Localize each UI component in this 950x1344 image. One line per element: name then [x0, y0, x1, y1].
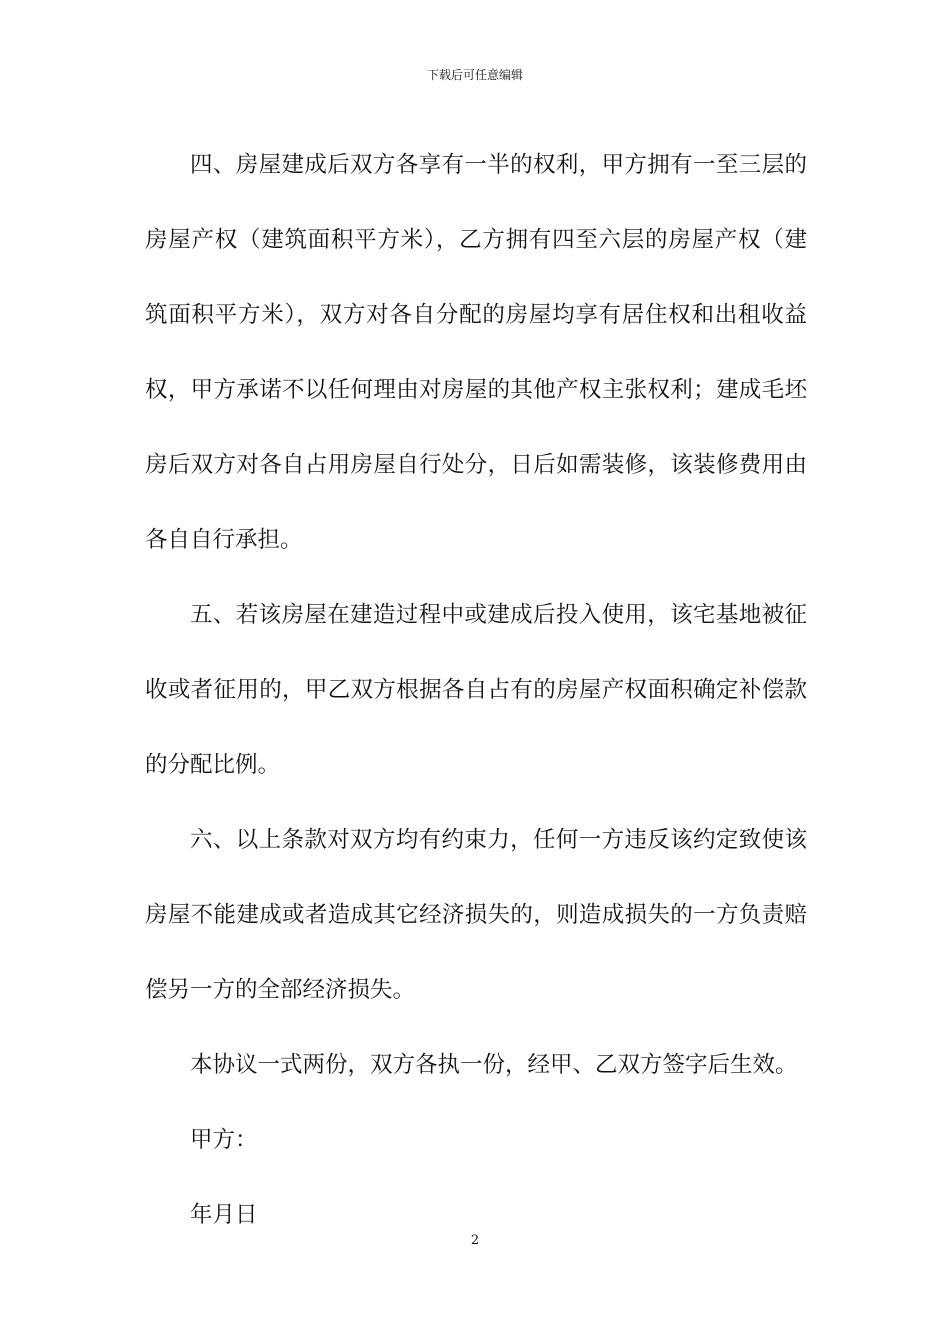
date-line: 年月日 [190, 1202, 258, 1228]
clause-six: 六、以上条款对双方均有约束力，任何一方违反该约定致使该房屋不能建成或者造成其它经济损失的，则造成损失的一方负责赔偿另一方的全部经济损失。 [145, 827, 807, 1003]
header-note: 下载后可任意编辑 [426, 68, 523, 82]
clause-four: 四、房屋建成后双方各享有一半的权利，甲方拥有一至三层的房屋产权（建筑面积平方米），乙方拥有四至六层的房屋产权（建筑面积平方米），双方对各自分配的房屋均享有居住权和出租收益权，甲方承诺不以任何理由对房屋的其他产权主张权利；建成毛坯房后双方对各自占用房屋自行处分，日后如需装修，该装修费用由各自自行承担。 [145, 152, 807, 553]
party-a-signature-label: 甲方： [190, 1127, 258, 1153]
agreement-copies-note: 本协议一式两份，双方各执一份，经甲、乙双方签字后生效。 [190, 1052, 798, 1078]
document-body [145, 128, 807, 1253]
clause-five: 五、若该房屋在建造过程中或建成后投入使用，该宅基地被征收或者征用的，甲乙双方根据各自占有的房屋产权面积确定补偿款的分配比例。 [145, 602, 807, 778]
page-number: 2 [470, 1233, 480, 1248]
